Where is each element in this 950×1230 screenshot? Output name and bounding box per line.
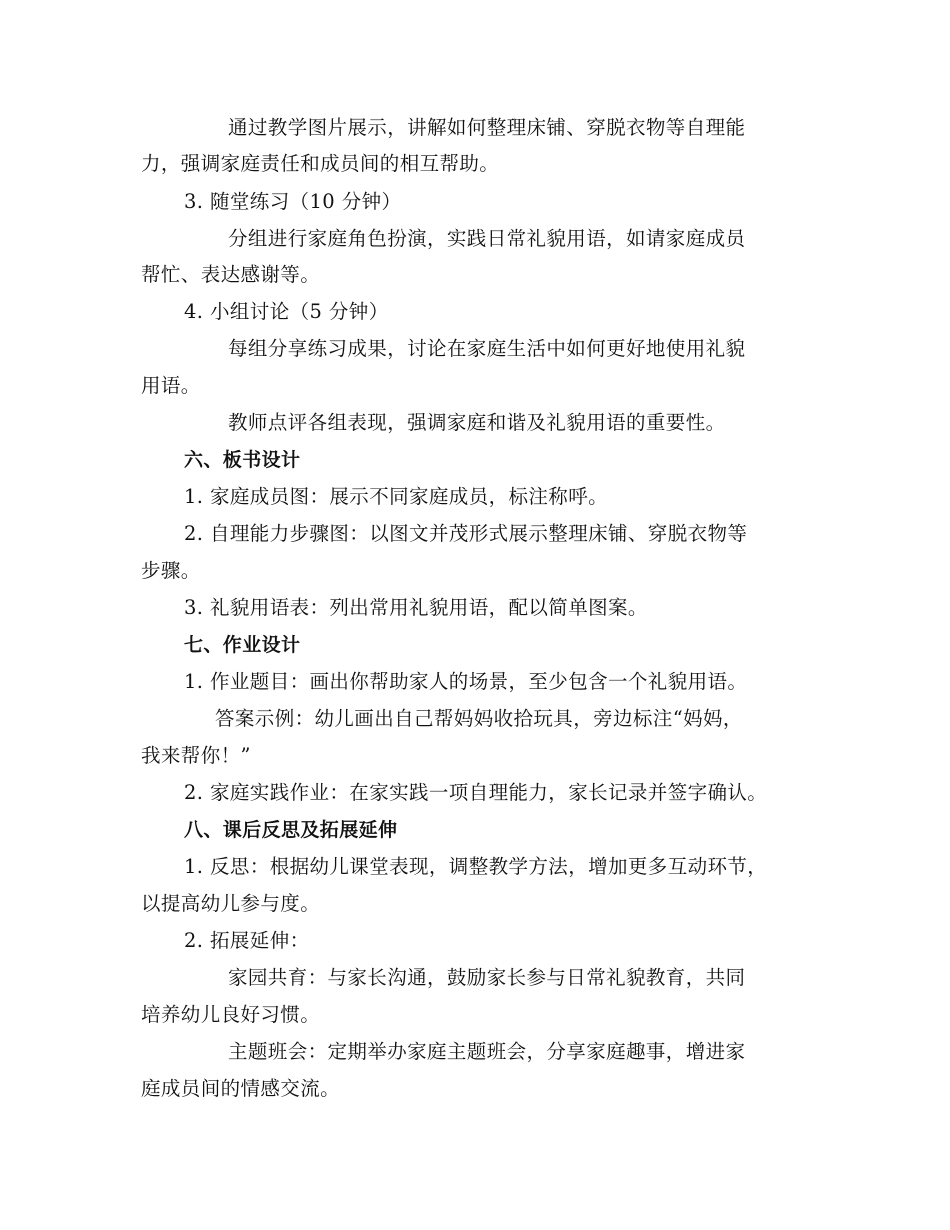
paragraph-line: 答案示例：幼儿画出自己帮妈妈收拾玩具，旁边标注“妈妈， <box>215 707 743 730</box>
paragraph-line: 分组进行家庭角色扮演，实践日常礼貌用语，如请家庭成员 <box>228 227 746 250</box>
paragraph-line: 步骤。 <box>141 559 201 582</box>
list-item: 2. 家庭实践作业：在家实践一项自理能力，家长记录并签字确认。 <box>184 781 768 804</box>
list-item: 2. 自理能力步骤图：以图文并茂形式展示整理床铺、穿脱衣物等 <box>184 522 748 545</box>
paragraph-line: 庭成员间的情感交流。 <box>141 1077 341 1100</box>
paragraph-line: 主题班会：定期举办家庭主题班会，分享家庭趣事，增进家 <box>228 1040 746 1063</box>
list-item-step-4: 4. 小组讨论（5 分钟） <box>184 300 389 323</box>
paragraph-line: 用语。 <box>141 374 201 397</box>
paragraph-line: 力，强调家庭责任和成员间的相互帮助。 <box>141 152 500 175</box>
paragraph-line: 帮忙、表达感谢等。 <box>141 263 321 286</box>
list-item: 1. 作业题目：画出你帮助家人的场景，至少包含一个礼貌用语。 <box>184 670 748 693</box>
paragraph-line: 每组分享练习成果，讨论在家庭生活中如何更好地使用礼貌 <box>228 337 746 360</box>
paragraph-line: 通过教学图片展示，讲解如何整理床铺、穿脱衣物等自理能 <box>228 116 746 139</box>
section-heading-reflection: 八、课后反思及拓展延伸 <box>184 819 398 841</box>
list-item: 3. 礼貌用语表：列出常用礼貌用语，配以简单图案。 <box>184 596 648 619</box>
section-heading-board-design: 六、板书设计 <box>184 449 301 471</box>
paragraph-line: 家园共育：与家长沟通，鼓励家长参与日常礼貌教育，共同 <box>228 966 746 989</box>
paragraph-line: 以提高幼儿参与度。 <box>141 892 321 915</box>
paragraph-line: 教师点评各组表现，强调家庭和谐及礼貌用语的重要性。 <box>228 411 726 434</box>
paragraph-line: 我来帮你！” <box>141 744 251 767</box>
list-item: 1. 家庭成员图：展示不同家庭成员，标注称呼。 <box>184 485 609 508</box>
paragraph-line: 培养幼儿良好习惯。 <box>141 1003 321 1026</box>
section-heading-homework-design: 七、作业设计 <box>184 634 301 656</box>
list-item-step-3: 3. 随堂练习（10 分钟） <box>184 190 402 213</box>
list-item: 2. 拓展延伸： <box>184 929 310 952</box>
list-item: 1. 反思：根据幼儿课堂表现，调整教学方法，增加更多互动环节， <box>184 855 768 878</box>
